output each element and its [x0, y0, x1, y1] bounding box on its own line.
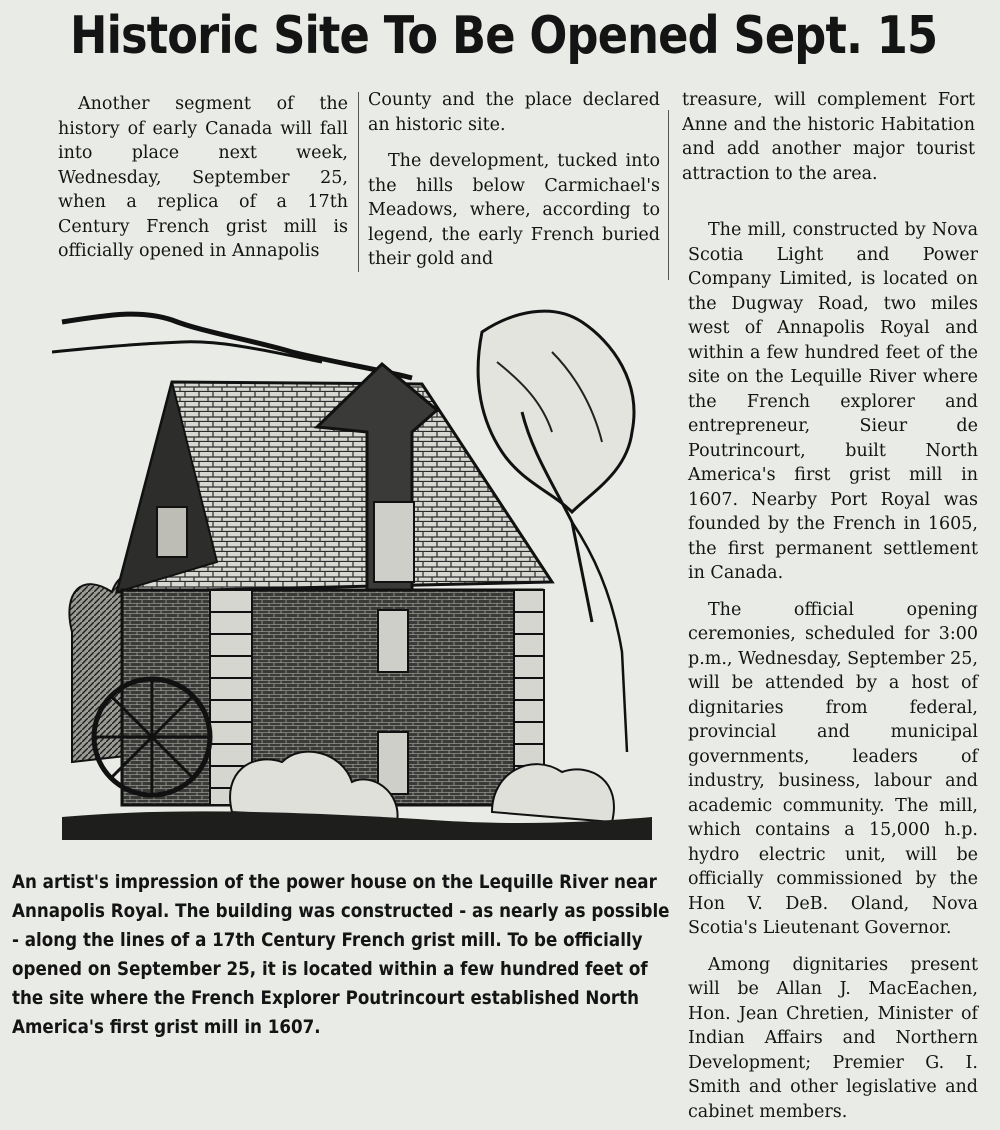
- paragraph: Another segment of the history of early Canada will fall into place next week, Wednesday, September 25, when a replica of a 17th Century French grist mill is officially opened in Annapolis: [58, 94, 348, 261]
- paragraph: County and the place declared an historic site.: [368, 90, 660, 135]
- article-column-3: [688, 218, 978, 1124]
- paragraph: The development, tucked into the hills below Carmichael's Meadows, where, according to legend, the early French buried their gold and: [368, 151, 660, 269]
- headline: Historic Site To Be Opened Sept. 15: [70, 6, 938, 66]
- illustration-caption: An artist's impression of the power house on the Lequille River near Annapolis Royal. The building was constructed - as nearly as possible - along the lines of a 17th Century French grist mill. To be officially opened on September 25, it is located within a few hundred feet of the site where the French Explorer Poutrincourt established North America's first grist mill in 1607.: [12, 871, 670, 1038]
- paragraph: The official opening ceremonies, scheduled for 3:00 p.m., Wednesday, September 25, will be attended by a host of dignitaries from federal, provincial and municipal governments, leaders of industry, business, labour and academic community. The mill, which contains a 15,000 h.p. hydro electric unit, will be officially commissioned by the Hon V. DeB. Oland, Nova Scotia's Lieutenant Governor.: [688, 599, 978, 938]
- column-rule: [358, 92, 359, 272]
- paragraph: Among dignitaries present will be Allan J. MacEachen, Hon. Jean Chretien, Minister of Indian Affairs and Northern Development; Premier G. I. Smith and other legislative and cabinet members.: [688, 954, 978, 1122]
- paragraph: treasure, will complement Fort Anne and the historic Habitation and add another major tourist attraction to the area.: [682, 90, 975, 184]
- column-rule: [668, 110, 669, 280]
- paragraph: The mill, constructed by Nova Scotia Light and Power Company Limited, is located on the Dugway Road, two miles west of Annapolis Royal and within a few hundred feet of the site on the Lequille River where the French explorer and entrepreneur, Sieur de Poutrincourt, built North America's first grist mill in 1607. Nearby Port Royal was founded by the French in 1605, the first permanent settlement in Canada.: [688, 220, 978, 583]
- article-column-2: [368, 88, 660, 272]
- article-column-1: [58, 92, 348, 264]
- mill-illustration: [52, 292, 658, 840]
- article-column-3-top: [682, 88, 975, 186]
